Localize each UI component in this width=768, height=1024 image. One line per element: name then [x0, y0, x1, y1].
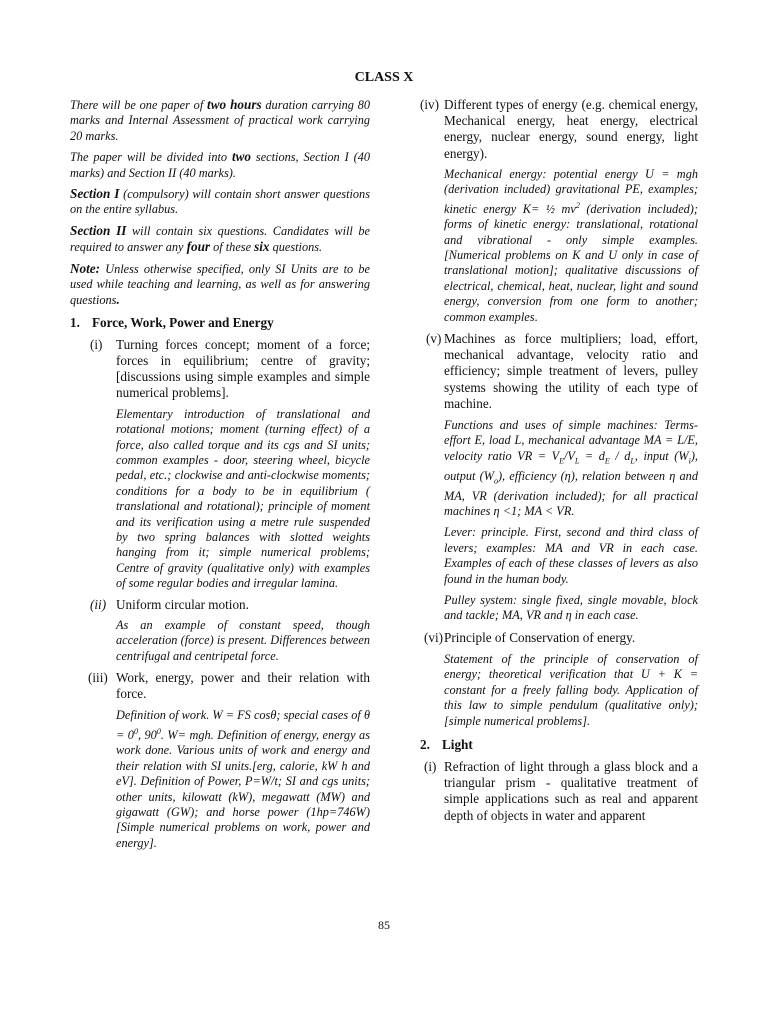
- right-column: [420, 97, 698, 824]
- topic-item-circular-motion: (ii) Uniform circular motion.: [90, 596, 249, 612]
- topic-item-conservation-of-energy: (vi) Principle of Conservation of energy.: [424, 629, 636, 645]
- topic-detail-mechanical-energy: Mechanical energy: potential energy U = mgh (derivation included) gravitational PE, examples; kinetic energy K= ½ $mv^2$ (derivation included); forms of kinetic energy: translational, rotational and vibrational - only simple examples. [Numerical problems on K and U only in case of translational motion]; qualitative discussions of electrical, chemical, heat, nuclear, light and sound energy, conversion from one form to another; common examples.: [444, 166, 698, 324]
- topic-detail-work-energy-power: Definition of work. W = FS cosθ; special cases of $\theta = 0^0$, $90^0$. W= mgh. Definition of energy, energy as work done. Various units of work and energy and their relation with SI units.[erg, calorie, kW h and eV]. Definition of Power, P=W/t; SI and cgs units; other units, kilowatt (kW), megawatt (MW) and gigawatt (GW); and horse power (1hp=746W) [Simple numerical problems on work, power and energy].: [116, 708, 370, 850]
- topic-item-work-energy-power: (iii) Work, energy, power and their relation with force.: [88, 669, 370, 702]
- page-title: CLASS X: [354, 70, 414, 85]
- topic-detail-levers: Lever: principle. First, second and third class of levers; examples: MA and VR in each case. Examples of each of these classes of levers as also found in the human body.: [444, 525, 698, 586]
- intro-note: Note: Unless otherwise specified, only SI Units are to be used while teaching and learning, as well as for answering questions.: [70, 260, 370, 308]
- page-number: 85: [378, 918, 390, 932]
- topic-detail-turning-forces: Elementary introduction of translational and rotational motions; moment (turning effect) of a force, also called torque and its cgs and SI units; common examples - door, steering wheel, bicycle pedal, etc.; clockwise and anti-clockwise moments; conditions for a body to be in equilibrium ( translational and rotational); principle of moment and its verification using a metre rule suspended by two spring balances with slotted weights hanging from it; simple numerical problems; Centre of gravity (qualitative only) with examples of some regular bodies and irregular lamina.: [116, 406, 370, 591]
- topic-detail-simple-machines: Functions and uses of simple machines: Terms- effort E, load L, mechanical advantage MA = L/E, velocity ratio VR = $V_E/V_L = d_E / d_L$, input $(W_i)$, output $(W_o)$, efficiency (η), relation between η and MA, VR (derivation included); for all practical machines η <1; MA < VR.: [444, 417, 698, 518]
- intro-section-two: Section II will contain six questions. Candidates will be required to answer any four of these six questions.: [70, 222, 371, 255]
- left-column: [70, 97, 370, 851]
- topic-item-turning-forces: (i) Turning forces concept; moment of a force; forces in equilibrium; centre of gravity; [discussions using simple examples and simple numerical problems].: [90, 336, 370, 401]
- topic-detail-conservation: Statement of the principle of conservation of energy; theoretical verification that U + K = constant for a freely falling body. Application of this law to simple pendulum (qualitative only); [simple numerical problems].: [444, 651, 698, 728]
- topic-item-machines: (v) Machines as force multipliers; load, effort, mechanical advantage, velocity ratio and efficiency; simple treatment of levers, pulley systems showing the utility of each type of machine.: [426, 330, 698, 411]
- topic-detail-circular-motion: As an example of constant speed, though acceleration (force) is present. Differences between centrifugal and centripetal force.: [116, 617, 370, 663]
- intro-paragraph-sections: The paper will be divided into two sections, Section I (40 marks) and Section II (40 marks).: [70, 149, 371, 180]
- topic-item-types-of-energy: (iv) Different types of energy (e.g. chemical energy, Mechanical energy, heat energy, electrical energy, nuclear energy, sound energy, light energy).: [420, 97, 698, 161]
- topic-detail-pulley: Pulley system: single fixed, single movable, block and tackle; MA, VR and η in each case.: [444, 592, 698, 623]
- intro-section-one: Section I (compulsory) will contain short answer questions on the entire syllabus.: [70, 186, 370, 217]
- section-heading-force: 1. Force, Work, Power and Energy: [70, 314, 274, 330]
- intro-paragraph-duration: There will be one paper of two hours duration carrying 80 marks and Internal Assessment of practical work carrying 20 marks.: [70, 97, 370, 143]
- topic-item-refraction: (i) Refraction of light through a glass block and a triangular prism - qualitative treatment of simple applications such as real and apparent depth of objects in water and apparent: [424, 759, 698, 823]
- section-heading-light: 2. Light: [420, 737, 473, 752]
